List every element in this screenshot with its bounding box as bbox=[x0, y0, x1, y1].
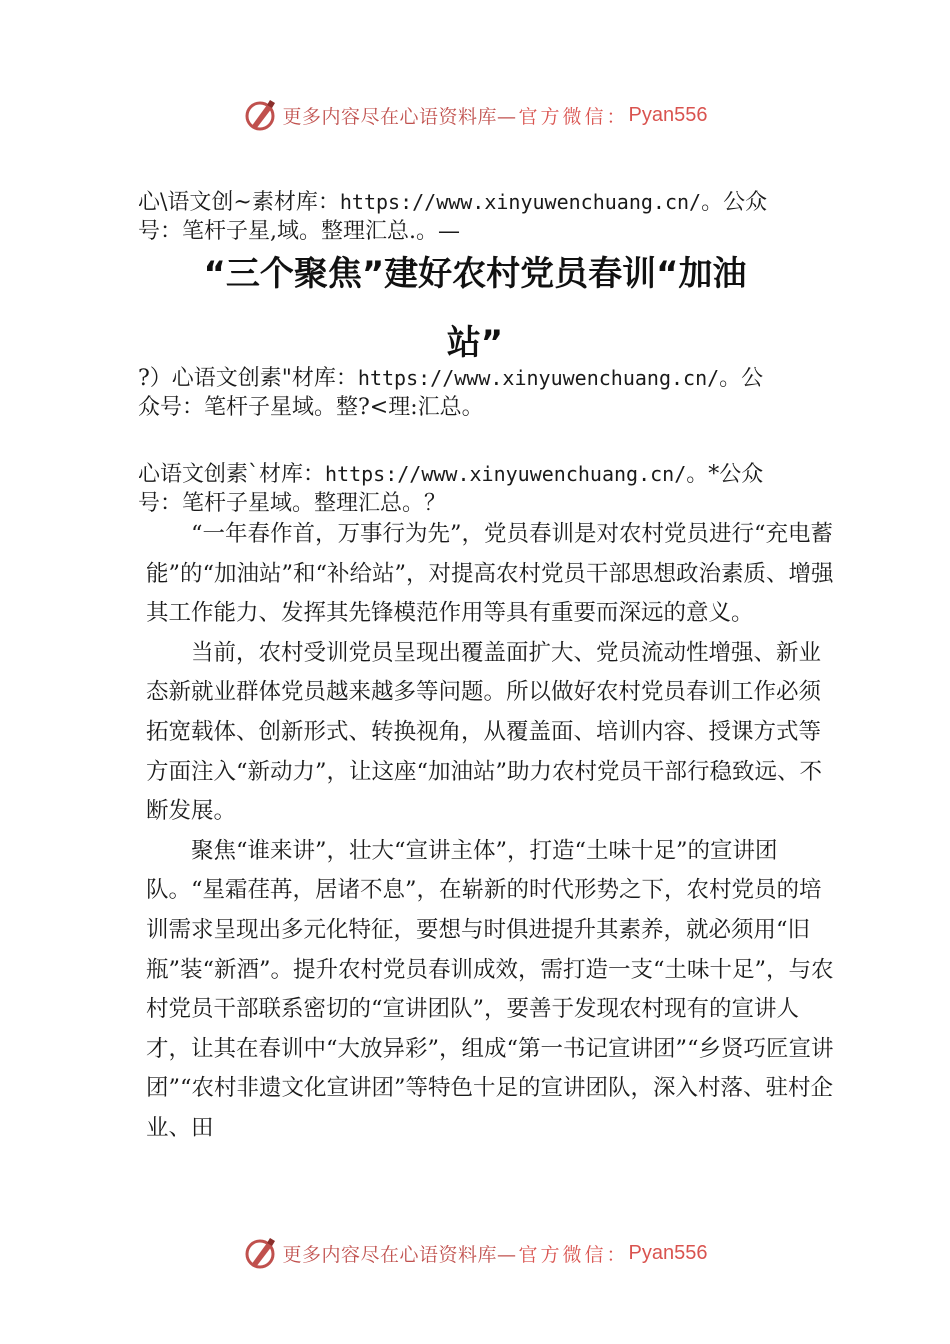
source-line: ?）心语文创素"材库：https://www.xinyuwenchuang.cn/。公 bbox=[138, 366, 764, 391]
pen-logo-icon bbox=[243, 97, 279, 133]
paragraph: “一年春作首，万事行为先”，党员春训是对农村党员进行“充电蓄能”的“加油站”和“补给站”，对提高农村党员干部思想政治素质、增强其工作能力、发挥其先锋模范作用等具有重要而深远的意义。 bbox=[146, 521, 834, 627]
paragraph: 当前，农村受训党员呈现出覆盖面扩大、党员流动性增强、新业态新就业群体党员越来越多等问题。所以做好农村党员春训工作必须拓宽载体、创新形式、转换视角，从覆盖面、培训内容、授课方式等方面注入“新动力”，让这座“加油站”助力农村党员干部行稳致远、不断发展。 bbox=[146, 639, 823, 825]
source-line: 号：笔杆子星,域。整理汇总.。— bbox=[138, 219, 460, 244]
banner-wechat-label: 官方微信： bbox=[518, 1243, 629, 1266]
pen-logo-icon bbox=[243, 1235, 279, 1271]
page-title-continued: 站” bbox=[446, 323, 504, 363]
banner-text: 更多内容尽在心语资料库— bbox=[282, 1243, 517, 1266]
banner-wechat-id: Pyan556 bbox=[628, 103, 708, 126]
source-line: 心语文创素`材库：https://www.xinyuwenchuang.cn/。*公众 bbox=[138, 462, 764, 487]
header-banner bbox=[0, 95, 950, 135]
source-line: 号：笔杆子星域。整理汇总。？ bbox=[138, 491, 447, 516]
banner-text: 更多内容尽在心语资料库— bbox=[282, 105, 517, 128]
source-line: 众号：笔杆子星域。整?<理:汇总。 bbox=[138, 395, 484, 420]
page-title: “三个聚焦”建好农村党员春训“加油 bbox=[203, 254, 747, 294]
source-url: https://www.xinyuwenchuang.cn/ bbox=[339, 190, 702, 214]
banner-wechat-label: 官方微信： bbox=[518, 105, 629, 128]
source-url: https://www.xinyuwenchuang.cn/ bbox=[357, 366, 720, 390]
source-line: 心\语文创~素材库：https://www.xinyuwenchuang.cn/。公众 bbox=[138, 190, 768, 215]
paragraph: 聚焦“谁来讲”，壮大“宣讲主体”，打造“土味十足”的宣讲团队。“星霜荏苒，居诸不息”，在崭新的时代形势之下，农村党员的培训需求呈现出多元化特征，要想与时俱进提升其素养，就必须用“旧瓶”装“新酒”。提升农村党员春训成效，需打造一支“土味十足”，与农村党员干部联系密切的“宣讲团队”，要善于发现农村现有的宣讲人才，让其在春训中“大放异彩”，组成“第一书记宣讲团”“乡贤巧匠宣讲团”“农村非遗文化宣讲团”等特色十足的宣讲团队，深入村落、驻村企业、田 bbox=[146, 837, 834, 1141]
source-url: https://www.xinyuwenchuang.cn/ bbox=[325, 462, 687, 486]
banner-wechat-id: Pyan556 bbox=[628, 1241, 708, 1264]
article-body bbox=[146, 515, 836, 1149]
footer-banner bbox=[0, 1233, 950, 1273]
